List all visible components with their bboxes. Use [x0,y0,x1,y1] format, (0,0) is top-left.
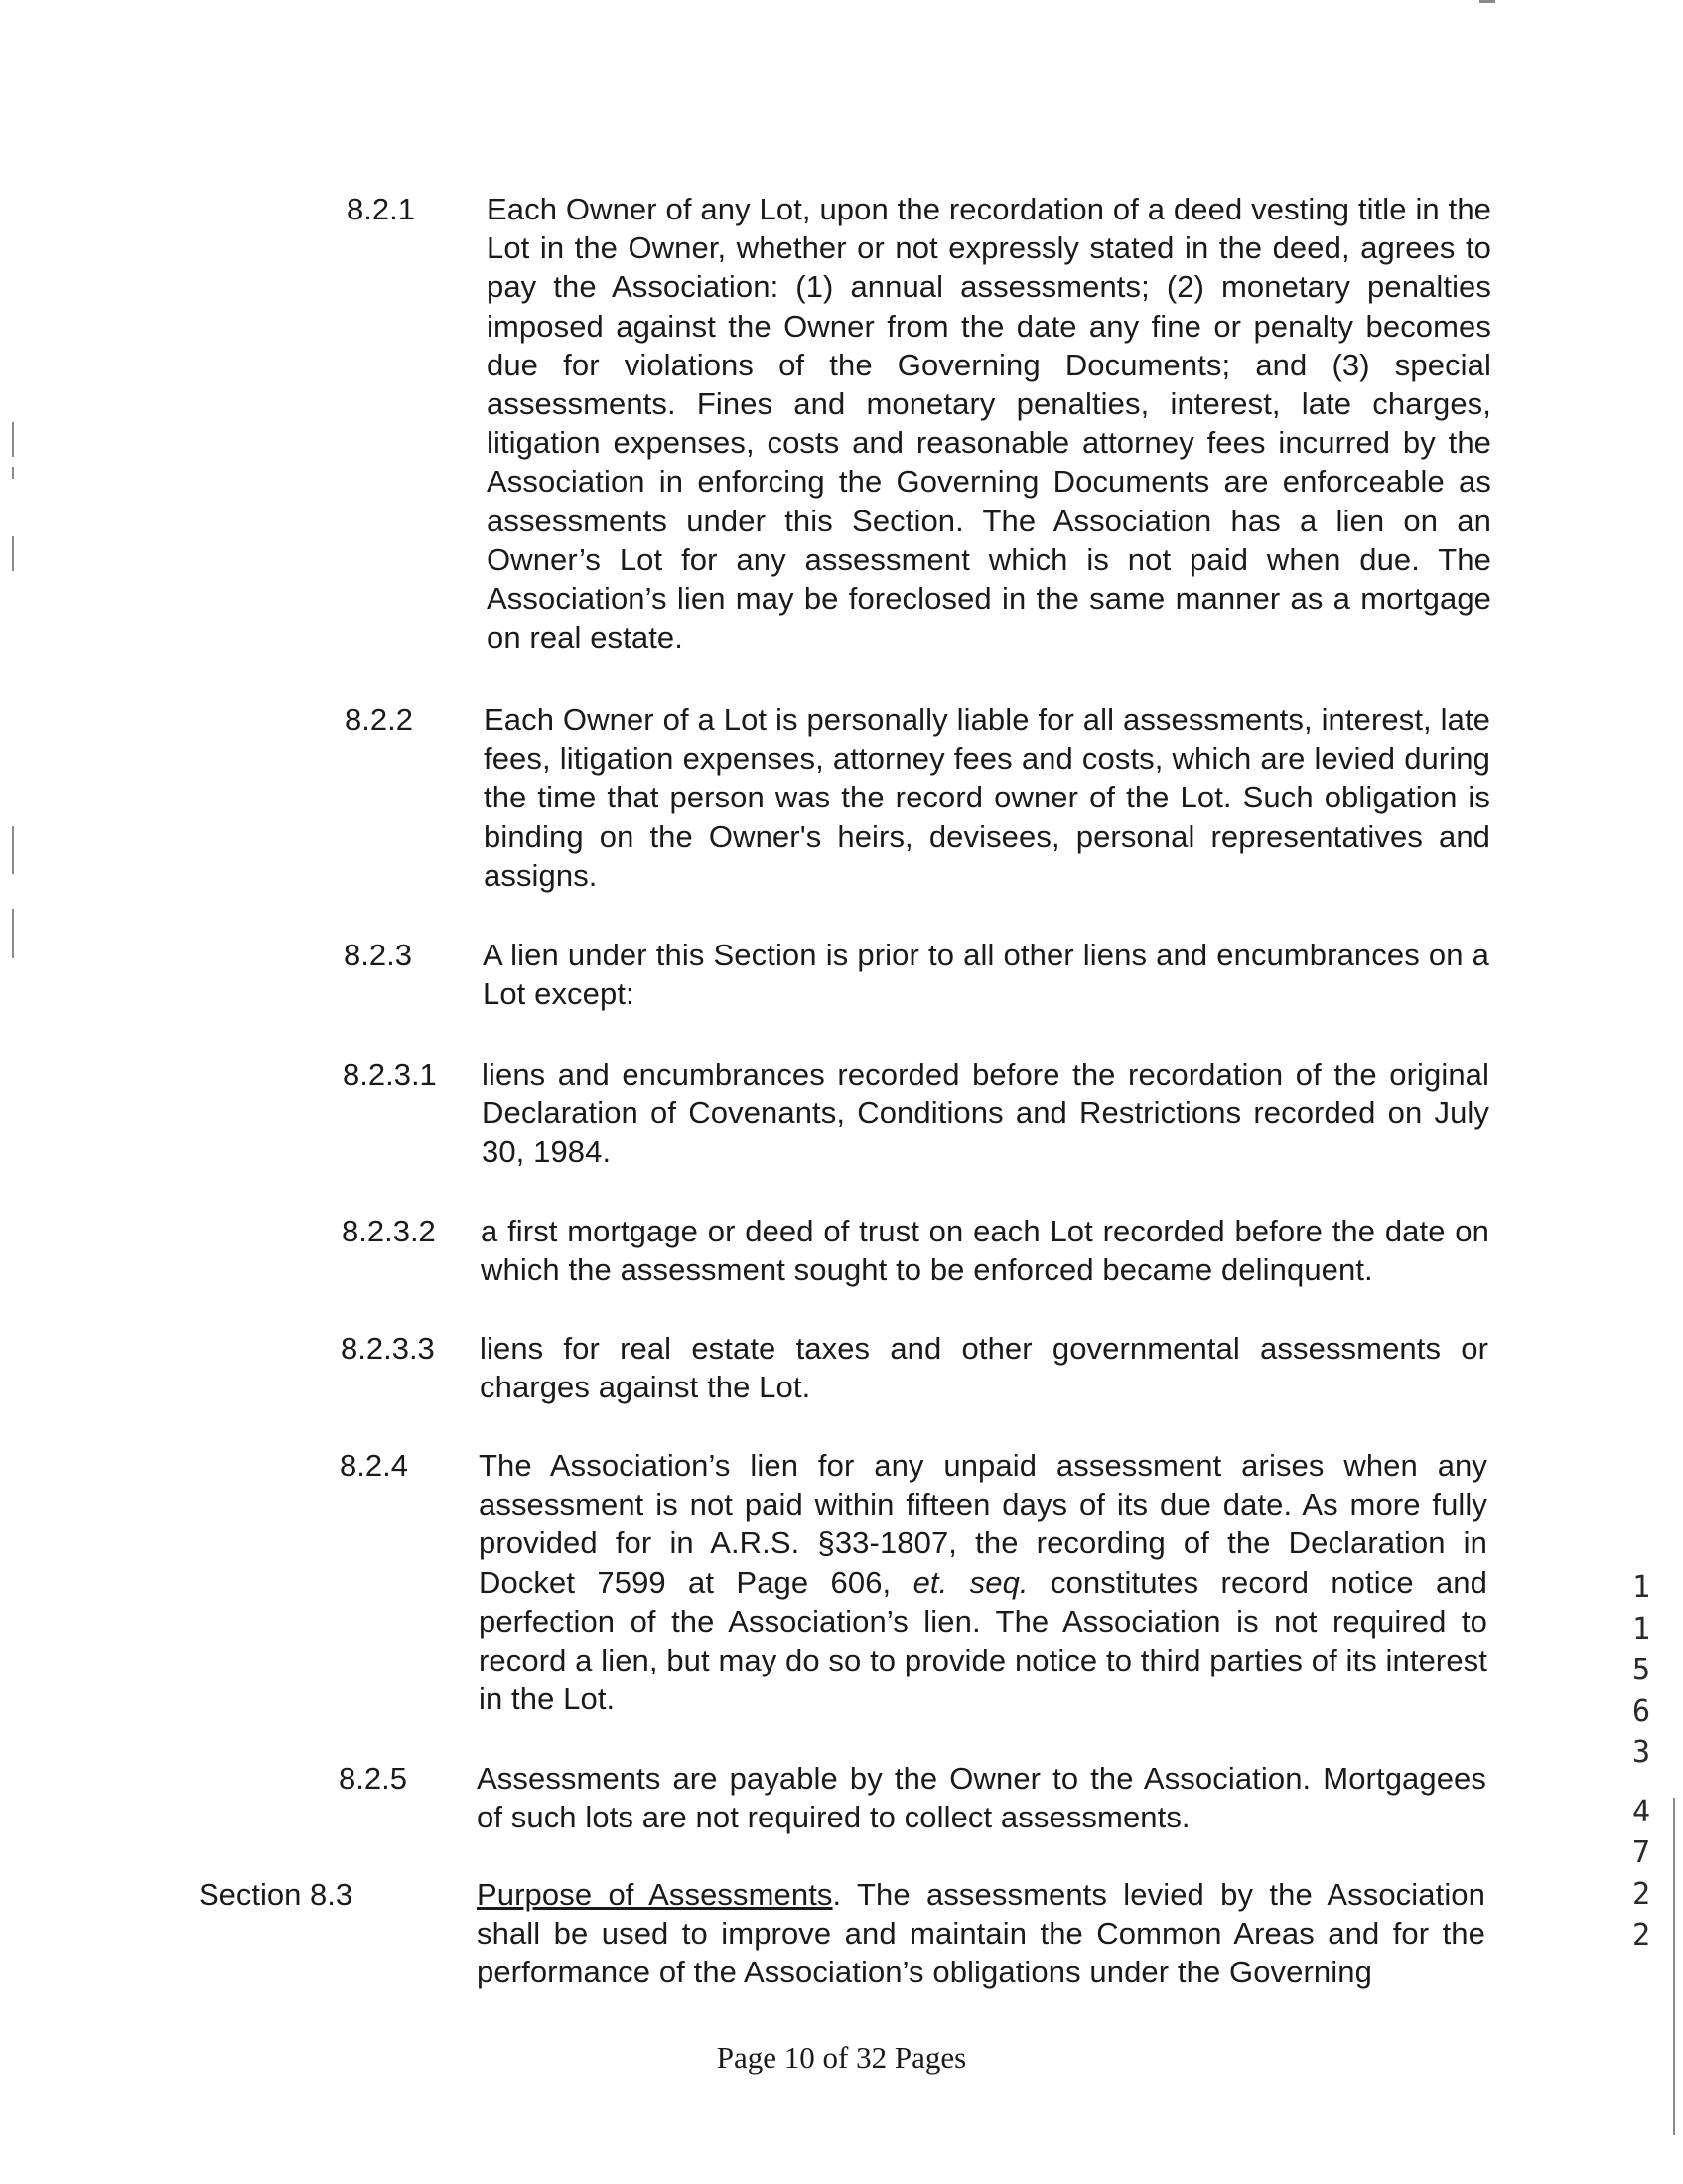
scan-mark [1479,0,1495,3]
scan-mark [12,909,14,958]
clause-text: Each Owner of a Lot is personally liable for all assessments, interest, late fees, litigation expenses, attorney fees and costs, which are levied during the time that person was the record owner of the Lot. Such obligation is binding on the Owner's heirs, devisees, personal representatives and assigns. [484,702,1490,893]
clause-text: Each Owner of any Lot, upon the recordation of a deed vesting title in the Lot in the Owner, whether or not expressly stated in the deed, agrees to pay the Association: (1) annual assessments; (2) monetary penalties imposed against the Owner from the date any fine or penalty becomes due for violations of the Governing Documents; and (3) special assessments. Fines and monetary penalties, interest, late charges, litigation expenses, costs and reasonable attorney fees incurred by the Association in enforcing the Governing Documents are enforceable as assessments under this Section. The Association has a lien on an Owner’s Lot for any assessment which is not paid when due. The Association’s lien may be foreclosed in the same manner as a mortgage on real estate. [487,192,1491,655]
clause-number: 8.2.2 [345,702,413,737]
stamp-digit: 4 [1631,1794,1651,1829]
stamp-digit: 7 [1631,1835,1651,1870]
stamp-digit: 3 [1631,1735,1651,1770]
scan-mark [1673,1798,1675,2135]
clause-number: 8.2.3.1 [343,1057,437,1092]
clause-text-part: The Association’s lien for any unpaid assessment arises when any assessment is not paid within fifteen days of its due date. As more fully provided for in A.R.S. §33-1807, the recording of the Declaration in Docket 7599 at Page 606, [479,1448,1487,1600]
stamp-digit: 2 [1631,1876,1651,1912]
italic-phrase: et. seq. [912,1564,1029,1600]
clause-text-part: constitutes record notice and perfection of the Association’s lien. The Association is not required to record a lien, but may do so to provide notice to third parties of its interest in the Lot. [479,1564,1487,1717]
clause-text: liens for real estate taxes and other governmental assessments or charges against the Lot. [480,1331,1488,1405]
clause-number: 8.2.3.3 [341,1331,435,1366]
clause-number: 8.2.5 [339,1761,407,1796]
clause-number: 8.2.1 [347,192,415,226]
recording-stamp [1621,1567,1661,1957]
clause-number: 8.2.3.2 [342,1214,436,1248]
clause-number: 8.2.3 [344,938,412,972]
scan-mark [12,422,14,457]
section-heading: Purpose of Assessments [477,1877,833,1912]
clause-text: a first mortgage or deed of trust on each Lot recorded before the date on which the assessment sought to be enforced became delinquent. [481,1214,1489,1288]
clause-text [479,1446,1487,1718]
section-text [477,1875,1485,1992]
clause-text: Assessments are payable by the Owner to the Association. Mortgagees of such lots are not required to collect assessments. [477,1761,1486,1835]
stamp-digit: 1 [1631,1611,1651,1647]
stamp-digit: 5 [1631,1653,1651,1687]
clause-number: 8.2.4 [340,1448,408,1483]
section-body: . The assessments levied by the Association shall be used to improve and maintain the Common Areas and for the performance of the Association’s obligations under the Governing [477,1877,1485,1990]
section-number: Section 8.3 [199,1877,353,1912]
clause-text: liens and encumbrances recorded before the recordation of the original Declaration of Covenants, Conditions and Restrictions recorded on July 30, 1984. [482,1057,1489,1170]
scan-mark [12,826,14,874]
stamp-digit: 1 [1631,1570,1651,1605]
stamp-digit: 6 [1631,1693,1651,1729]
scan-mark [12,536,14,571]
page-footer: Page 10 of 32 Pages [716,2040,967,2075]
scan-mark [12,467,14,479]
stamp-digit: 2 [1631,1918,1651,1953]
clause-text: A lien under this Section is prior to all other liens and encumbrances on a Lot except: [483,938,1489,1012]
